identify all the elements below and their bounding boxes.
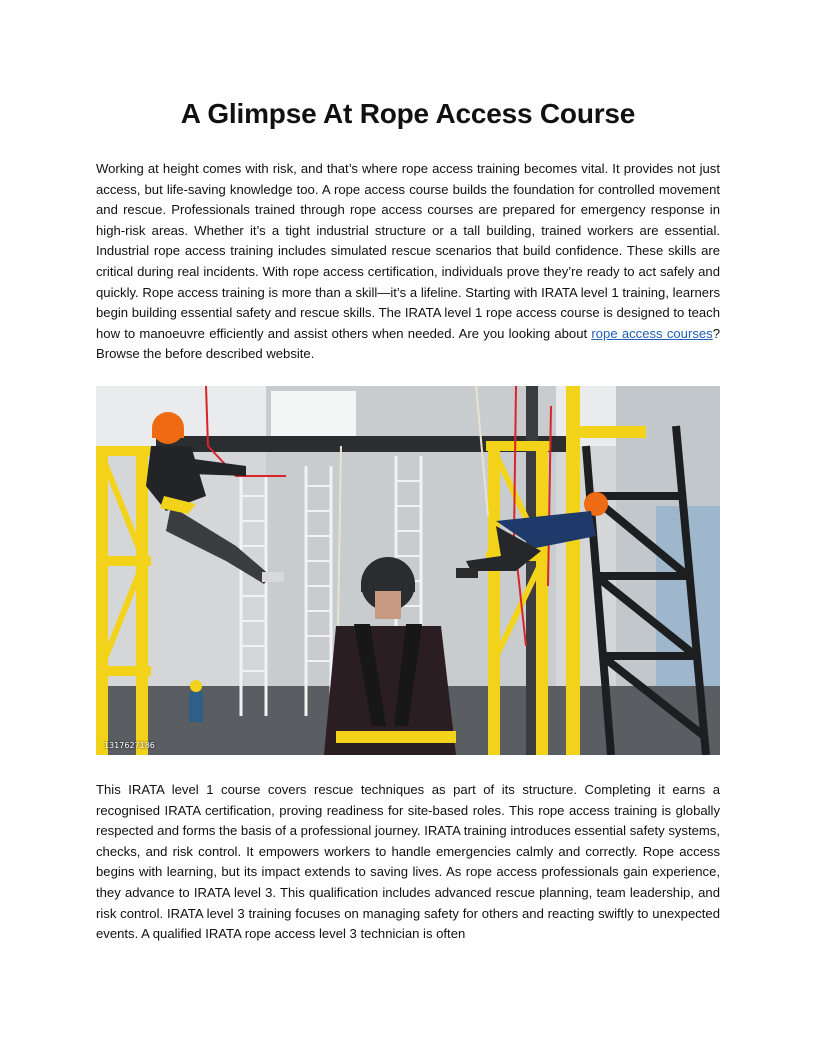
intro-text: Working at height comes with risk, and that’s where rope access training becomes vital. It provides not just access, but life-saving knowledge too. A rope access course builds the foundation for controlled movement and rescue. Professionals trained through rope access courses are prepared for emergency response in high-risk areas. Whether it’s a tight industrial structure or a tall building, trained workers are essential. Industrial rope access training includes simulated rescue scenarios that build confidence. These skills are critical during real incidents. With rope access certification, individuals prove they’re ready to act safely and quickly. Rope access training is more than a skill—it’s a lifeline. Starting with IRATA level 1 training, learners begin building essential safety and rescue skills. The IRATA level 1 rope access course is designed to teach how to manoeuvre efficiently and assist others when needed. Are you looking about: [96, 161, 720, 341]
body-paragraph: This IRATA level 1 course covers rescue techniques as part of its structure. Completing it earns a recognised IRATA certification, proving readiness for site-based roles. This rope access training is globally respected and forms the basis of a professional journey. IRATA training introduces essential safety systems, checks, and risk control. It empowers workers to handle emergencies calmly and correctly. Rope access begins with learning, but its impact extends to saving lives. As rope access professionals gain experience, they advance to IRATA level 3. This qualification includes advanced rescue planning, team leadership, and risk control. IRATA level 3 training focuses on managing safety for others and reacting swiftly to unexpected events. A qualified IRATA rope access level 3 technician is often: [96, 782, 720, 942]
rope-access-courses-link[interactable]: rope access courses: [591, 325, 713, 341]
rope-access-training-photo: [96, 386, 720, 755]
document-title: A Glimpse At Rope Access Course: [180, 98, 636, 129]
photo-illustration: [96, 386, 720, 755]
intro-paragraph: [96, 159, 720, 365]
stock-photo-id: 1317627186: [104, 741, 155, 750]
intro-text-end: ? Browse the before described website.: [96, 325, 720, 362]
